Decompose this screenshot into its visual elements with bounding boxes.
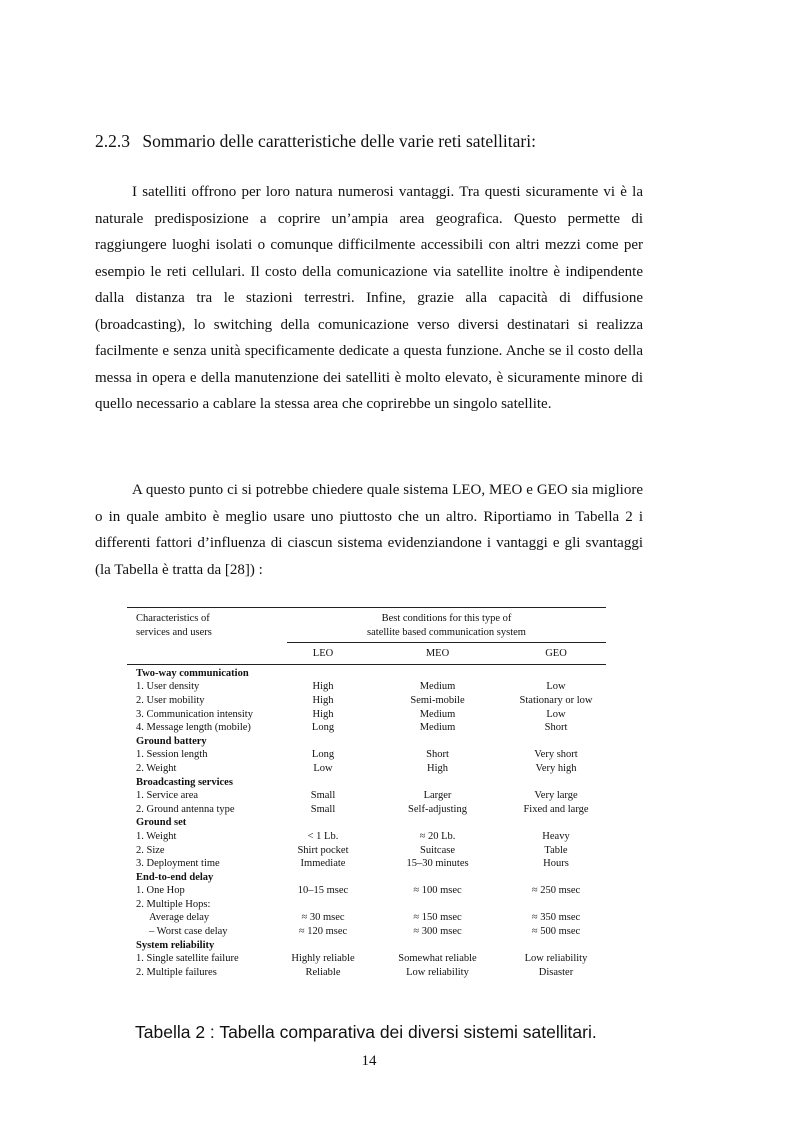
row-label: System reliability: [136, 939, 215, 951]
table-group-row: [127, 776, 606, 790]
cell-geo: Hours: [543, 858, 569, 870]
cell-meo: [369, 816, 506, 830]
cell-leo: [277, 735, 369, 749]
paragraph-2: [95, 477, 643, 583]
row-label: 3. Communication intensity: [136, 708, 253, 720]
row-label: 2. Multiple Hops:: [136, 898, 211, 910]
cell-leo: Highly reliable: [291, 953, 355, 965]
page-number: 14: [361, 1053, 377, 1069]
table-row: [127, 830, 606, 844]
header-best-line-1: Best conditions for this type of: [381, 613, 512, 624]
row-label: Average delay: [149, 912, 210, 924]
table-row: [127, 708, 606, 722]
cell-meo: Low reliability: [406, 966, 469, 978]
header-best-conditions: [287, 612, 606, 639]
cell-geo: [506, 939, 606, 953]
row-label: 2. User mobility: [136, 694, 205, 706]
cell-geo: Fixed and large: [523, 803, 589, 815]
cell-leo: [277, 871, 369, 885]
cell-geo: Disaster: [538, 966, 574, 978]
row-label: End-to-end delay: [136, 871, 214, 883]
cell-meo: Larger: [423, 790, 452, 802]
cell-leo: Shirt pocket: [297, 844, 349, 856]
column-header-geo: GEO: [545, 648, 567, 660]
cell-leo: High: [312, 694, 334, 706]
cell-geo: Short: [544, 722, 568, 734]
cell-leo: Small: [310, 790, 336, 802]
table-header: [127, 608, 606, 642]
table-group-row: [127, 667, 606, 681]
table-body: [127, 665, 606, 980]
row-label: 1. User density: [136, 681, 200, 693]
row-label: 1. Session length: [136, 749, 208, 761]
cell-leo: Reliable: [305, 966, 341, 978]
cell-geo: Low: [546, 708, 566, 720]
cell-leo: High: [312, 708, 334, 720]
cell-geo: [506, 776, 606, 790]
cell-leo: ≈ 120 msec: [298, 926, 348, 938]
cell-meo: [369, 776, 506, 790]
header-characteristics-line-1: Characteristics of: [136, 613, 210, 624]
cell-meo: ≈ 20 Lb.: [419, 830, 456, 842]
column-header-leo: LEO: [312, 648, 334, 660]
cell-geo: [506, 735, 606, 749]
cell-geo: Very short: [534, 749, 578, 761]
cell-geo: ≈ 350 msec: [531, 912, 581, 924]
row-label: 2. Weight: [136, 762, 177, 774]
table-row: [127, 721, 606, 735]
cell-geo: [506, 816, 606, 830]
row-label: – Worst case delay: [149, 926, 228, 938]
cell-leo: Long: [311, 749, 335, 761]
row-label: Ground set: [136, 817, 187, 829]
cell-meo: [369, 898, 506, 912]
cell-geo: [506, 898, 606, 912]
row-label: Ground battery: [136, 735, 207, 747]
cell-leo: High: [312, 681, 334, 693]
cell-meo: 15–30 minutes: [406, 858, 469, 870]
cell-leo: ≈ 30 msec: [301, 912, 345, 924]
cell-geo: Very high: [535, 762, 577, 774]
cell-meo: [369, 735, 506, 749]
row-label: 1. Service area: [136, 790, 199, 802]
comparison-table: [127, 607, 606, 979]
cell-meo: High: [427, 762, 448, 774]
section-title: Sommario delle caratteristiche delle varie reti satellitari:: [142, 131, 536, 151]
cell-geo: ≈ 250 msec: [531, 885, 581, 897]
cell-leo: Small: [310, 803, 336, 815]
cell-meo: Medium: [419, 708, 456, 720]
table-group-row: [127, 816, 606, 830]
row-label: 4. Message length (mobile): [136, 722, 251, 734]
table-row: [127, 844, 606, 858]
cell-leo: Immediate: [300, 858, 346, 870]
cell-geo: Stationary or low: [519, 694, 593, 706]
cell-leo: Long: [311, 722, 335, 734]
cell-leo: [277, 667, 369, 681]
table-row: [127, 884, 606, 898]
header-best-line-2: satellite based communication system: [367, 626, 526, 638]
cell-leo: Low: [313, 762, 333, 774]
header-characteristics-line-2: services and users: [136, 626, 212, 638]
cell-leo: < 1 Lb.: [307, 830, 339, 842]
cell-meo: Short: [426, 749, 449, 761]
section-heading: [95, 131, 536, 152]
table-row: [127, 952, 606, 966]
paragraph-1: [95, 179, 643, 418]
table-row: [127, 762, 606, 776]
cell-meo: ≈ 100 msec: [413, 885, 462, 897]
row-label: 2. Size: [136, 844, 165, 856]
cell-geo: Table: [544, 844, 568, 856]
cell-meo: Somewhat reliable: [398, 953, 477, 965]
table-group-row: [127, 939, 606, 953]
cell-leo: [277, 939, 369, 953]
row-label: 3. Deployment time: [136, 858, 220, 870]
cell-meo: [369, 871, 506, 885]
row-label: Two-way communication: [136, 667, 249, 679]
cell-leo: [277, 816, 369, 830]
cell-meo: Medium: [419, 722, 456, 734]
cell-geo: [506, 871, 606, 885]
cell-leo: [277, 776, 369, 790]
cell-geo: ≈ 500 msec: [531, 926, 581, 938]
column-header-meo: MEO: [425, 648, 450, 660]
table-row: [127, 966, 606, 980]
table-row: [127, 857, 606, 871]
cell-geo: Low reliability: [524, 953, 588, 965]
cell-meo: [369, 939, 506, 953]
row-label: 1. Single satellite failure: [136, 953, 239, 965]
table-group-row: [127, 735, 606, 749]
paragraph-2-text: A questo punto ci si potrebbe chiedere quale sistema LEO, MEO e GEO sia migliore o in quale ambito è meglio usare uno piuttosto che un altro. Riportiamo in Tabella 2 i differenti fattori d’influenza di ciascun sistema evidenziandone i vantaggi e gli svantaggi (la Tabella è tratta da [28]) :: [95, 482, 643, 578]
header-characteristics: [127, 612, 287, 639]
table-group-row: [127, 871, 606, 885]
table-row: [127, 680, 606, 694]
cell-leo: [277, 898, 369, 912]
row-label: 1. One Hop: [136, 885, 185, 897]
cell-geo: [506, 667, 606, 681]
cell-meo: Semi-mobile: [410, 694, 465, 706]
table-caption: Tabella 2 : Tabella comparativa dei diversi sistemi satellitari.: [135, 1022, 597, 1042]
cell-geo: Low: [546, 681, 566, 693]
cell-meo: [369, 667, 506, 681]
cell-geo: Heavy: [542, 830, 570, 842]
table-row: [127, 694, 606, 708]
row-label: 1. Weight: [136, 830, 177, 842]
cell-meo: Medium: [419, 681, 456, 693]
row-label: Broadcasting services: [136, 776, 233, 788]
cell-geo: Very large: [534, 790, 578, 802]
cell-meo: ≈ 150 msec: [413, 912, 462, 924]
table-row: [127, 748, 606, 762]
table-row: [127, 803, 606, 817]
row-label: 2. Ground antenna type: [136, 803, 235, 815]
cell-meo: ≈ 300 msec: [413, 926, 462, 938]
cell-meo: Suitcase: [420, 844, 455, 856]
paragraph-1-text: I satelliti offrono per loro natura numerosi vantaggi. Tra questi sicuramente vi è la naturale predisposizione a coprire un’ampia area geografica. Questo permette di raggiungere luoghi isolati o comunque difficilmente accessibili con altri mezzi come per esempio le reti cellulari. Il costo della comunicazione via satellite inoltre è indipendente dalla distanza tra le stazioni terrestri. Infine, grazie alla capacità di diffusione (broadcasting), lo switching della comunicazione verso diversi destinatari si realizza facilmente e senza unità specificamente dedicate a questa funzione. Anche se il costo della messa in opera e della manutenzione dei satelliti è molto elevato, è sicuramente minore di quello necessario a cablare la stessa area che coprirebbe un singolo satellite.: [95, 184, 643, 412]
cell-meo: Self-adjusting: [408, 803, 467, 815]
column-header-blank: [127, 647, 277, 661]
row-label: 2. Multiple failures: [136, 966, 217, 978]
table-row: [127, 789, 606, 803]
section-number: 2.2.3: [95, 131, 130, 151]
table-column-headers: [127, 643, 606, 664]
table-row: [127, 925, 606, 939]
table-row: [127, 911, 606, 925]
table-row: [127, 898, 606, 912]
cell-leo: 10–15 msec: [297, 885, 349, 897]
